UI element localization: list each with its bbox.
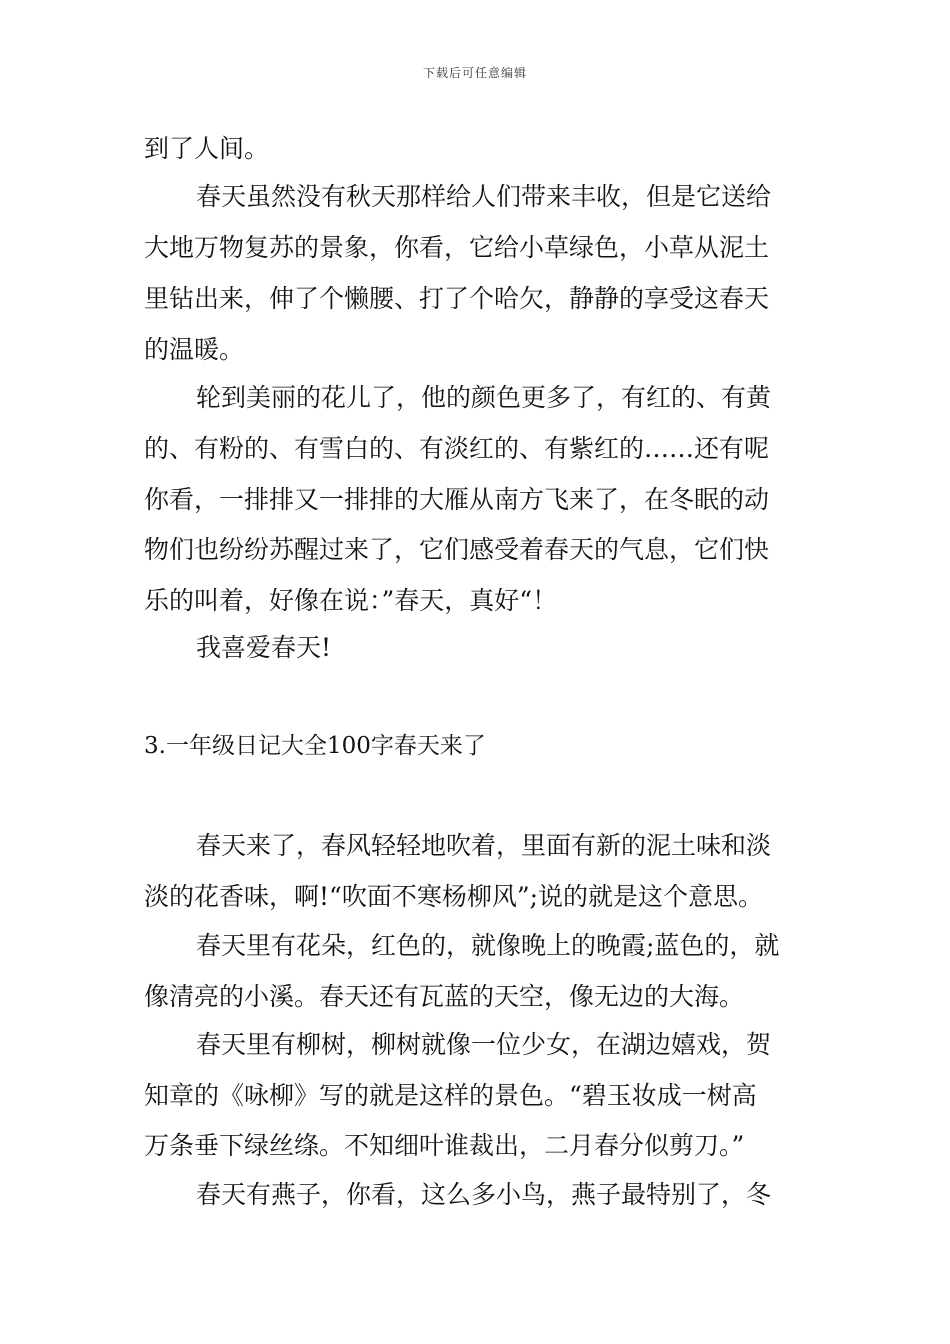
paragraph-line: 物们也纷纷苏醒过来了，它们感受着春天的气息，它们快 [144, 535, 770, 564]
paragraph-line: 春天虽然没有秋天那样给人们带来丰收，但是它送给 [196, 182, 772, 211]
paragraph-line: 大地万物复苏的景象，你看，它给小草绿色，小草从泥土 [144, 233, 770, 262]
paragraph-line: 轮到美丽的花儿了，他的颜色更多了，有红的、有黄 [196, 383, 772, 412]
section-heading: 3.一年级日记大全100字春天来了 [144, 733, 486, 759]
paragraph-line: 春天有燕子，你看，这么多小鸟，燕子最特别了，冬 [196, 1180, 772, 1209]
paragraph-line: 像清亮的小溪。春天还有瓦蓝的天空，像无边的大海。 [144, 982, 745, 1011]
paragraph-line: 的温暖。 [144, 335, 245, 364]
paragraph-line: 万条垂下绿丝绦。不知细叶谁裁出，二月春分似剪刀。” [144, 1131, 745, 1160]
paragraph-line: 春天来了，春风轻轻地吹着，里面有新的泥土味和淡 [196, 831, 772, 860]
paragraph-line: 你看，一排排又一排排的大雁从南方飞来了，在冬眠的动 [144, 485, 770, 514]
paragraph-line: 我喜爱春天! [196, 633, 332, 662]
page-header: 下载后可任意编辑 [422, 66, 527, 80]
paragraph-line: 淡的花香味，啊!“吹面不寒杨柳风”;说的就是这个意思。 [144, 882, 764, 911]
paragraph-line: 里钻出来，伸了个懒腰、打了个哈欠，静静的享受这春天 [144, 284, 770, 313]
paragraph-line: 的、有粉的、有雪白的、有淡红的、有紫红的……还有呢 [144, 434, 770, 463]
paragraph-line: 知章的《咏柳》写的就是这样的景色。“碧玉妆成一树高 [144, 1081, 757, 1110]
paragraph-line: 春天里有花朵，红色的，就像晚上的晚霞;蓝色的，就 [196, 931, 780, 960]
paragraph-line: 乐的叫着，好像在说：”春天，真好“！ [144, 586, 558, 615]
paragraph-line: 春天里有柳树，柳树就像一位少女，在湖边嬉戏，贺 [196, 1030, 772, 1059]
text-line-continuation: 到了人间。 [144, 134, 270, 163]
